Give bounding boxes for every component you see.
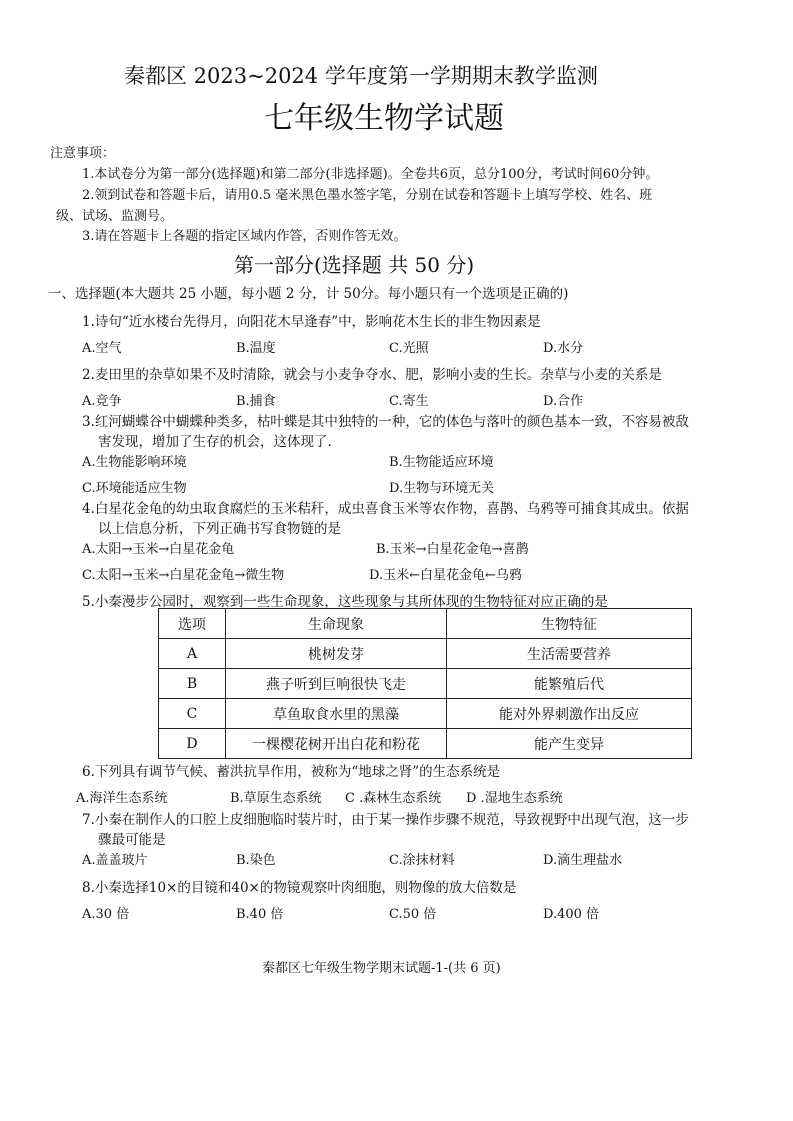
question-3-option-c: C.环境能适应生物 xyxy=(82,481,187,496)
question-1-option-b: B.温度 xyxy=(236,341,276,356)
question-4-stem-cont: 以上信息分析，下列正确书写食物链的是 xyxy=(98,521,341,537)
table-cell: 草鱼取食水里的黑藻 xyxy=(226,699,447,729)
question-8-option-d: D.400 倍 xyxy=(543,907,600,922)
question-4-option-c: C.太阳→玉米→白星花金龟→微生物 xyxy=(82,568,285,583)
question-2-option-c: C.寄生 xyxy=(389,394,429,409)
table-cell: 能繁殖后代 xyxy=(447,669,692,699)
section-title: 第一部分(选择题 共 50 分) xyxy=(234,253,475,277)
table-cell: 燕子听到巨响很快飞走 xyxy=(226,669,447,699)
table-row xyxy=(159,669,692,699)
notice-heading: 注意事项： xyxy=(50,146,116,161)
table-cell: 桃树发芽 xyxy=(226,639,447,669)
question-7-stem: 7.小秦在制作人的口腔上皮细胞临时装片时，由于某一操作步骤不规范，导致视野中出现气泡，这一步 xyxy=(82,812,689,828)
question-1-option-c: C.光照 xyxy=(389,341,429,356)
question-7-option-b: B.染色 xyxy=(236,853,276,868)
question-3-option-a: A.生物能影响环境 xyxy=(82,455,187,470)
question-7-option-c: C.涂抹材料 xyxy=(389,853,455,868)
question-3-option-b: B.生物能适应环境 xyxy=(389,455,494,470)
exam-title-line2: 七年级生物学试题 xyxy=(264,101,504,136)
question-6-option-d: D .湿地生态系统 xyxy=(466,791,563,806)
notice-item: 3.请在答题卡上各题的指定区域内作答，否则作答无效。 xyxy=(82,229,407,244)
question-1-stem: 1.诗句“近水楼台先得月，向阳花木早逢春”中，影响花木生长的非生物因素是 xyxy=(82,314,541,330)
question-7-option-a: A.盖盖玻片 xyxy=(82,853,148,868)
question-4-option-b: B.玉米→白星花金龟→喜鹊 xyxy=(376,542,529,557)
notice-item: 级、试场、监测号。 xyxy=(56,209,174,224)
table-cell: A xyxy=(159,639,226,669)
question-1-option-d: D.水分 xyxy=(543,341,584,356)
question-8-option-c: C.50 倍 xyxy=(389,907,437,922)
question-6-option-c: C .森林生态系统 xyxy=(345,791,442,806)
table-cell: 一棵樱花树开出白花和粉花 xyxy=(226,729,447,759)
table-header-cell: 生物特征 xyxy=(447,609,692,639)
exam-title-line1: 秦都区 2023~2024 学年度第一学期期末教学监测 xyxy=(124,64,598,88)
question-2-stem: 2.麦田里的杂草如果不及时清除，就会与小麦争夺水、肥，影响小麦的生长。杂草与小麦的关系是 xyxy=(82,367,662,383)
question-8-stem: 8.小秦选择10×的目镜和40×的物镜观察叶肉细胞，则物像的放大倍数是 xyxy=(82,880,517,896)
question-3-stem-cont: 害发现，增加了生存的机会，这体现了. xyxy=(98,434,332,450)
table-cell: 能产生变异 xyxy=(447,729,692,759)
question-1-option-a: A.空气 xyxy=(82,341,122,356)
table-cell: B xyxy=(159,669,226,699)
table-header-cell: 生命现象 xyxy=(226,609,447,639)
notice-item: 2.领到试卷和答题卡后，请用0.5 毫米黑色墨水签字笔，分别在试卷和答题卡上填写学校、姓名、班 xyxy=(82,188,653,203)
question-8-option-a: A.30 倍 xyxy=(82,907,130,922)
question-4-option-d: D.玉米←白星花金龟←乌鸦 xyxy=(369,568,522,583)
table-cell: 生活需要营养 xyxy=(447,639,692,669)
table-cell: 能对外界刺激作出反应 xyxy=(447,699,692,729)
question-6-option-a: A.海洋生态系统 xyxy=(76,791,168,806)
question-5-stem: 5.小秦漫步公园时，观察到一些生命现象，这些现象与其所体现的生物特征对应正确的是 xyxy=(82,594,608,610)
question-6-stem: 6.下列具有调节气候、蓄洪抗旱作用，被称为“地球之肾”的生态系统是 xyxy=(82,764,501,780)
question-7-stem-cont: 骤最可能是 xyxy=(98,832,166,848)
table-cell: D xyxy=(159,729,226,759)
question-8-option-b: B.40 倍 xyxy=(236,907,284,922)
section-instructions: 一、选择题(本大题共 25 小题，每小题 2 分，计 50分。每小题只有一个选项是正确的) xyxy=(48,286,569,302)
question-7-option-d: D.滴生理盐水 xyxy=(543,853,623,868)
table-row xyxy=(159,699,692,729)
question-2-option-b: B.捕食 xyxy=(236,394,276,409)
notice-item: 1.本试卷分为第一部分(选择题)和第二部分(非选择题)。全卷共6页，总分100分，考试时间60分钟。 xyxy=(82,167,659,182)
question-3-stem: 3.红河蝴蝶谷中蝴蝶种类多，枯叶蝶是其中独特的一种，它的体色与落叶的颜色基本一致，不容易被敌 xyxy=(82,414,689,430)
question-2-option-a: A.竞争 xyxy=(82,394,122,409)
question-5-table xyxy=(158,608,692,759)
page-footer: 秦都区七年级生物学期末试题-1-(共 6 页) xyxy=(262,961,501,976)
question-2-option-d: D.合作 xyxy=(543,394,584,409)
question-4-option-a: A.太阳→玉米→白星花金龟 xyxy=(82,542,235,557)
table-cell: C xyxy=(159,699,226,729)
question-4-stem: 4.白星花金龟的幼虫取食腐烂的玉米秸秆，成虫喜食玉米等农作物，喜鹊、乌鸦等可捕食其成虫。依据 xyxy=(82,501,689,517)
table-header-row xyxy=(159,609,692,639)
table-header-cell: 选项 xyxy=(159,609,226,639)
table-row xyxy=(159,729,692,759)
question-6-option-b: B.草原生态系统 xyxy=(230,791,322,806)
table-row xyxy=(159,639,692,669)
question-3-option-d: D.生物与环境无关 xyxy=(389,481,495,496)
